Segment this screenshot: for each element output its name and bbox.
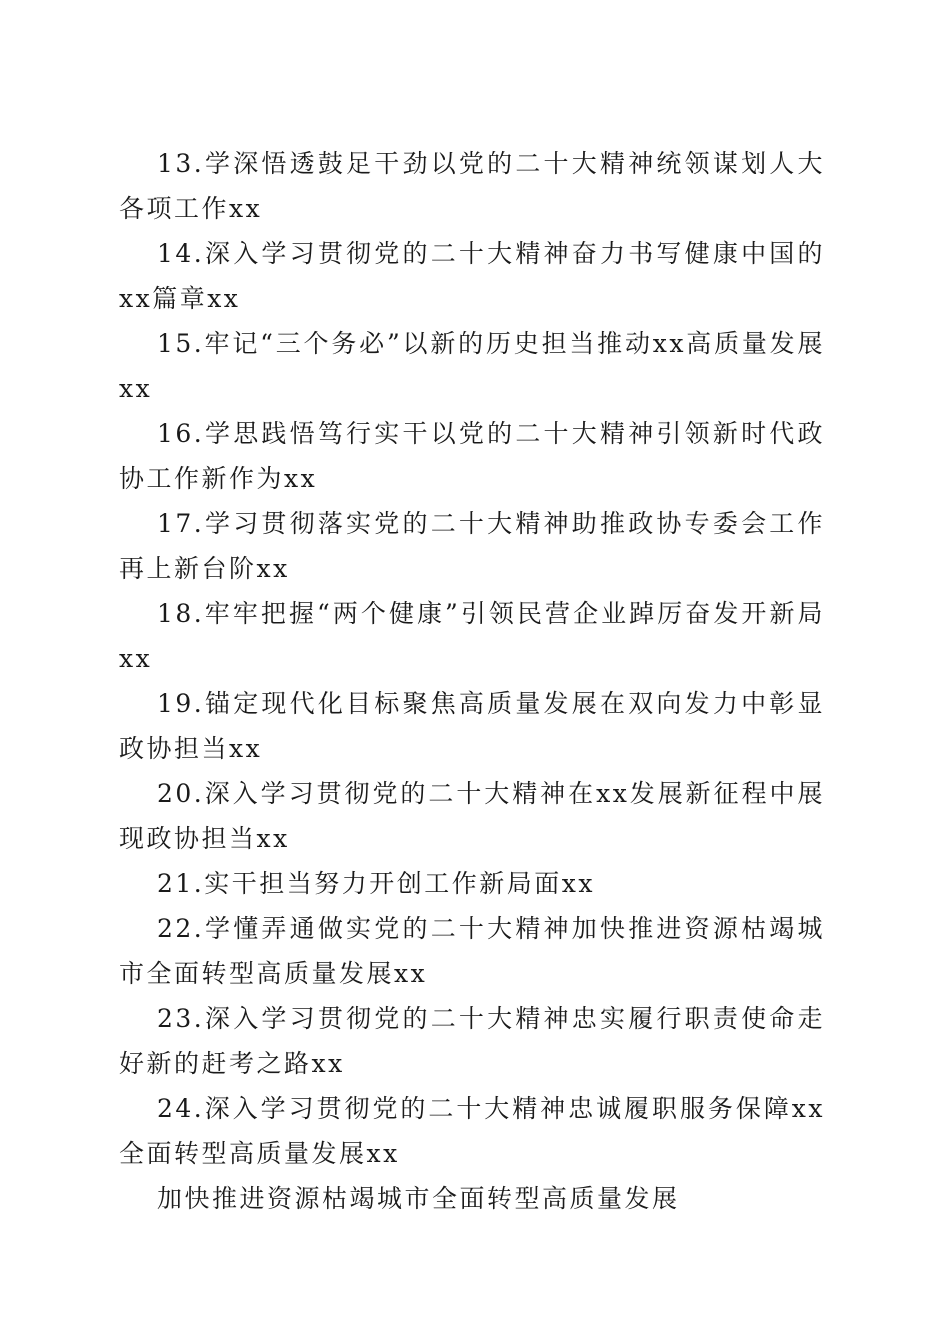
list-item-14: 14.深入学习贯彻党的二十大精神奋力书写健康中国的xx篇章xx xyxy=(119,239,825,313)
list-item-17: 17.学习贯彻落实党的二十大精神助推政协专委会工作再上新台阶xx xyxy=(119,509,825,583)
list-item-21: 21.实干担当努力开创工作新局面xx xyxy=(157,869,595,898)
list-item-23: 23.深入学习贯彻党的二十大精神忠实履行职责使命走好新的赶考之路xx xyxy=(119,1004,825,1078)
trailing-text: 加快推进资源枯竭城市全面转型高质量发展 xyxy=(157,1184,680,1213)
list-item-22: 22.学懂弄通做实党的二十大精神加快推进资源枯竭城市全面转型高质量发展xx xyxy=(119,914,825,988)
list-item-16: 16.学思践悟笃行实干以党的二十大精神引领新时代政协工作新作为xx xyxy=(119,419,825,493)
list-item-13: 13.学深悟透鼓足干劲以党的二十大精神统领谋划人大各项工作xx xyxy=(119,149,825,223)
list-item-24: 24.深入学习贯彻党的二十大精神忠诚履职服务保障xx全面转型高质量发展xx xyxy=(119,1094,825,1168)
list-item-19: 19.锚定现代化目标聚焦高质量发展在双向发力中彰显政协担当xx xyxy=(119,689,825,763)
list-item-20: 20.深入学习贯彻党的二十大精神在xx发展新征程中展现政协担当xx xyxy=(119,779,825,853)
document-body xyxy=(119,141,825,1221)
list-item-15: 15.牢记“三个务必”以新的历史担当推动xx高质量发展xx xyxy=(119,329,825,403)
list-item-18: 18.牢牢把握“两个健康”引领民营企业踔厉奋发开新局xx xyxy=(119,599,825,673)
